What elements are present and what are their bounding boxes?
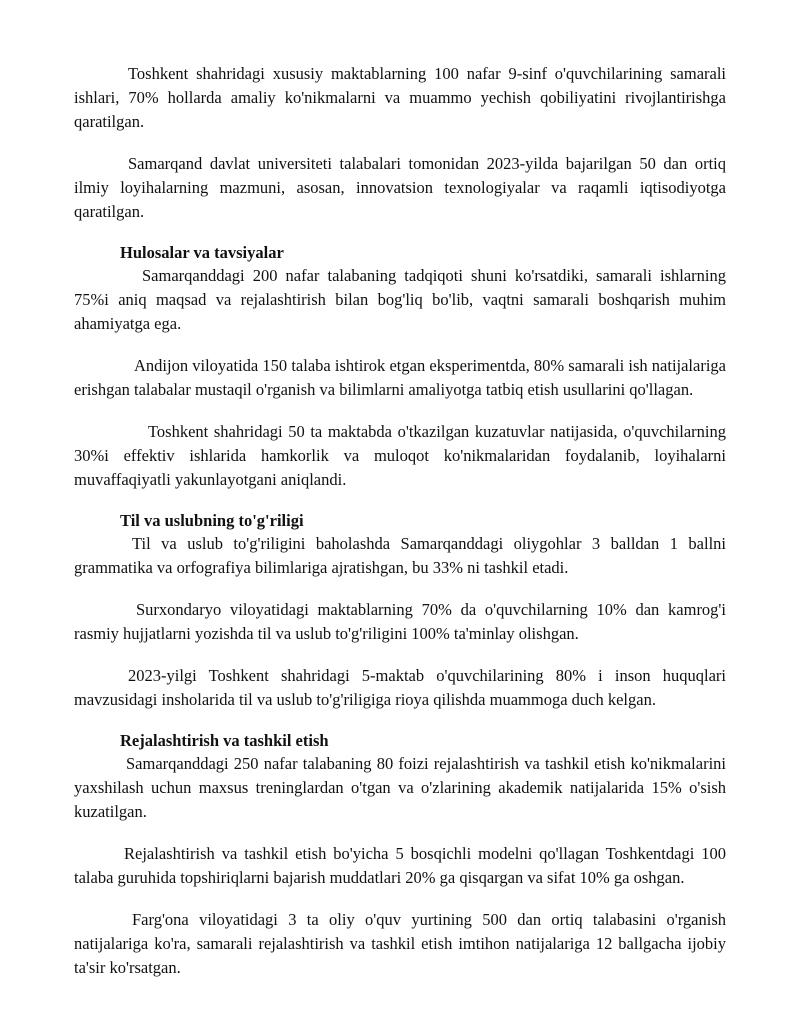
paragraph-conclusions-2: Andijon viloyatida 150 talaba ishtirok etgan eksperimentda, 80% samarali ish natijalariga erishgan talabalar mustaqil o'rganish va bilimlarni amaliyotga tatbiq etish usullarini qo'llagan. (74, 356, 726, 399)
paragraph-planning-1: Samarqanddagi 250 nafar talabaning 80 foizi rejalashtirish va tashkil etish ko'nikmalarini yaxshilash uchun maxsus treninglardan o'tgan va o'zlarining akademik natijalarida 15% o'sish kuzatilgan. (74, 754, 726, 821)
section-heading-conclusions: Hulosalar va tavsiyalar (120, 243, 284, 262)
paragraph-language-2: Surxondaryo viloyatidagi maktablarning 70% da o'quvchilarning 10% dan kamrog'i rasmiy hujjatlarni yozishda til va uslub to'g'riligini 100% ta'minlay olishgan. (74, 600, 726, 643)
paragraph-language-3: 2023-yilgi Toshkent shahridagi 5-maktab o'quvchilarining 80% i inson huquqlari mavzusidagi insholarida til va uslub to'g'riligiga rioya qilishda muammoga duch kelgan. (74, 666, 726, 709)
paragraph-conclusions-3: Toshkent shahridagi 50 ta maktabda o'tkazilgan kuzatuvlar natijasida, o'quvchilarning 30%i effektiv ishlarida hamkorlik va muloqot ko'nikmalaridan foydalanib, loyihalarni muvaffaqiyatli yakunlayotgani aniqlandi. (74, 422, 726, 489)
paragraph-planning-2: Rejalashtirish va tashkil etish bo'yicha 5 bosqichli modelni qo'llagan Toshkentdagi 100 talaba guruhida topshiriqlarni bajarish muddatlari 20% ga qisqargan va sifat 10% ga oshgan. (74, 844, 726, 887)
section-heading-planning: Rejalashtirish va tashkil etish (120, 731, 329, 750)
paragraph-intro-1: Toshkent shahridagi xususiy maktablarning 100 nafar 9-sinf o'quvchilarining samarali ishlari, 70% hollarda amaliy ko'nikmalarni va muammo yechish qobiliyatini rivojlantirishga qaratilgan. (74, 64, 726, 131)
paragraph-language-1: Til va uslub to'g'riligini baholashda Samarqanddagi oliygohlar 3 balldan 1 ballni grammatika va orfografiya bilimlariga ajratishgan, bu 33% ni tashkil etadi. (74, 534, 726, 577)
paragraph-intro-2: Samarqand davlat universiteti talabalari tomonidan 2023-yilda bajarilgan 50 dan ortiq ilmiy loyihalarning mazmuni, asosan, innovatsion texnologiyalar va raqamli iqtisodiyotga qaratilgan. (74, 154, 726, 221)
paragraph-conclusions-1: Samarqanddagi 200 nafar talabaning tadqiqoti shuni ko'rsatdiki, samarali ishlarning 75%i aniq maqsad va rejalashtirish bilan bog'liq bo'lib, vaqtni samarali boshqarish muhim ahamiyatga ega. (74, 266, 726, 333)
paragraph-planning-3: Farg'ona viloyatidagi 3 ta oliy o'quv yurtining 500 dan ortiq talabasini o'rganish natijalariga ko'ra, samarali rejalashtirish va tashkil etish imtihon natijalariga 12 ballgacha ijobiy ta'sir ko'rsatgan. (74, 910, 726, 977)
section-heading-language-style: Til va uslubning to'g'riligi (120, 511, 304, 530)
